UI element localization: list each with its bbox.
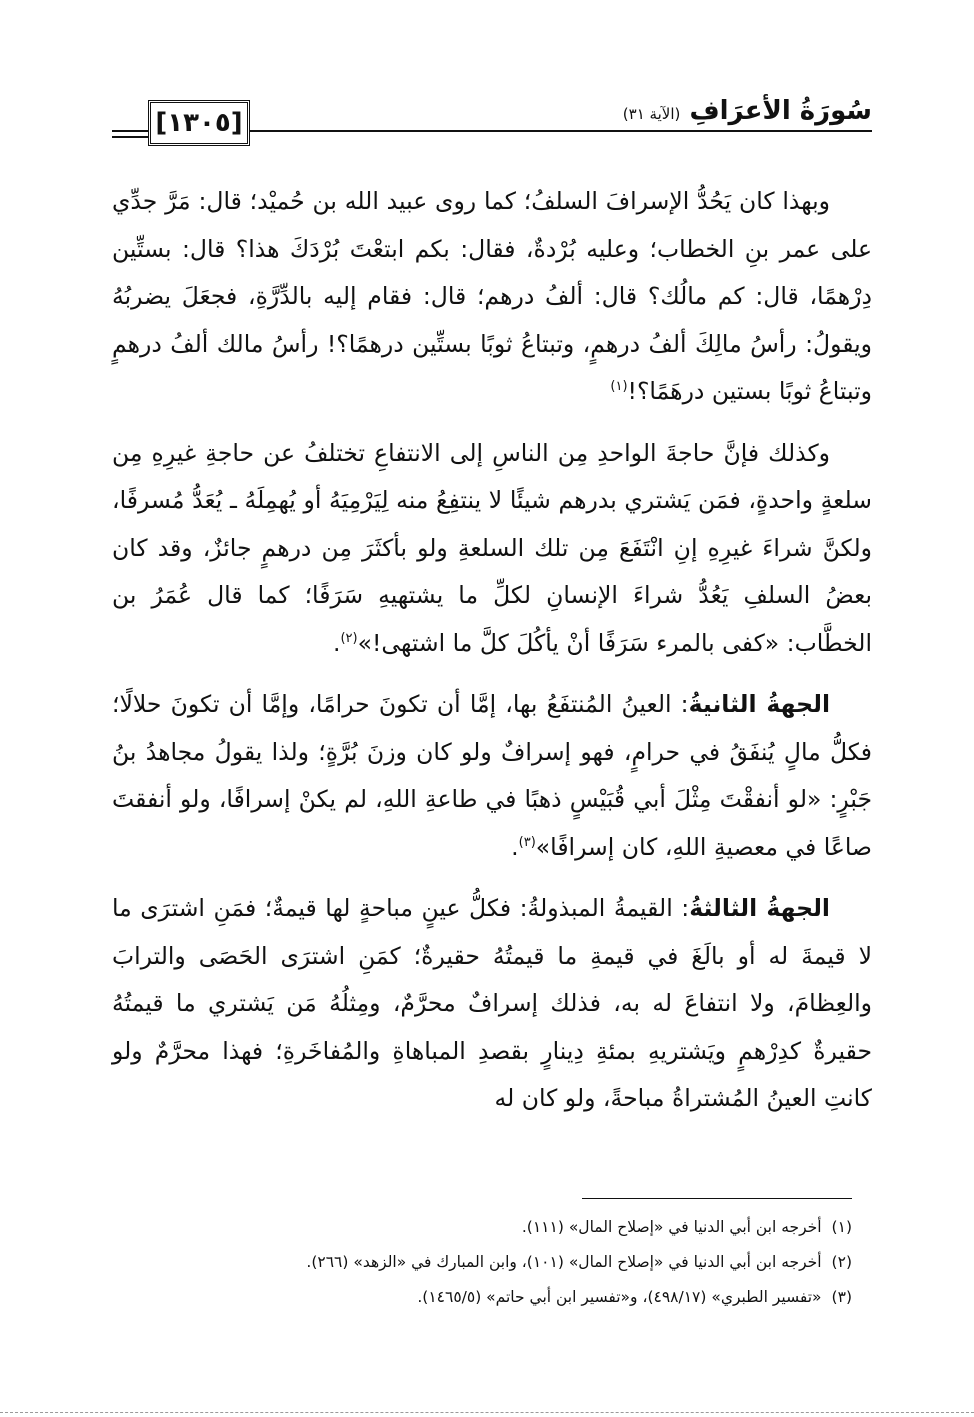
footnote-number: (٣) <box>831 1288 852 1306</box>
footnote-item <box>140 1210 852 1245</box>
surah-name: سُورَةُ الأعرَافِ <box>689 96 872 126</box>
footnote-ref: (٣) <box>518 834 536 850</box>
paragraph-text: وكذلك فإنَّ حاجةَ الواحدِ مِن الناسِ إلى الانتفاعِ تختلفُ عن حاجةِ غيرِهِ مِن سلعةٍ واحدةٍ، فمَن يَشتري بدرهم شيئًا لا ينتفِعُ منه لِيَرْمِيَهُ أو يُهمِلَهُ ـ يُعَدُّ مُسرفًا، ولكنَّ شراءَ غيرِهِ إنِ انْتَفَعَ مِن تلك السلعةِ ولو بأكثَرَ مِن درهمٍ جائزٌ، وقد كان بعضُ السلفِ يَعُدُّ شراءَ الإنسانِ لكلِّ ما يشتهيهِ سَرَفًا؛ كما قال عُمَرُ بن الخطَّاب: «كفى بالمرء سَرَفًا أنْ يأكُلَ كلَّ ما اشتهى!» <box>112 438 872 657</box>
footnote-text: أخرجه ابن أبي الدنيا في «إصلاح المال» (١١١). <box>521 1218 822 1236</box>
paragraph-1 <box>112 178 872 416</box>
paragraph-3 <box>112 681 872 871</box>
paragraph-4 <box>112 885 872 1123</box>
paragraph-2 <box>112 430 872 668</box>
footnote-number: (٢) <box>831 1253 852 1271</box>
footnote-ref: (١) <box>610 379 628 395</box>
main-text <box>112 178 872 1137</box>
section-label: الجهةُ الثانيةُ <box>688 690 830 718</box>
footnote-item <box>140 1245 852 1280</box>
paragraph-tail: . <box>511 832 519 861</box>
footnote-separator <box>582 1198 852 1199</box>
paragraph-text: : العينُ المُنتفَعُ بها، إمَّا أن تكونَ حرامًا، وإمَّا أن تكونَ حلالًا؛ فكلُّ مالٍ يُنفَقُ في حرامٍ، فهو إسرافٌ ولو كان وزنَ بُرَّةٍ؛ ولذا يقولُ مجاهدُ بنُ جَبْرٍ: «لو أنفقْتَ مِثْلَ أبي قُبَيْسٍ ذهبًا في طاعةِ اللهِ، لم يكنْ إسرافًا، ولو أنفقتَ صاعًا في معصيةِ اللهِ، كان إسرافًا» <box>112 690 872 861</box>
footnote-text: «تفسير الطبري» (٤٩٨/١٧)، و«تفسير ابن أبي حاتم» (١٤٦٥/٥). <box>417 1288 822 1306</box>
footnotes <box>140 1210 852 1315</box>
ayah-reference: (الآية ٣١) <box>622 105 681 123</box>
footnote-number: (١) <box>831 1218 852 1236</box>
paragraph-text: وبهذا كان يَحُدُّ الإسرافَ السلفُ؛ كما روى عبيد الله بن حُميْد؛ قال: مَرَّ جدِّي على عمر بنِ الخطاب؛ وعليه بُرْدةٌ، فقال: بكم ابتعْتَ بُرْدَكَ هذا؟ قال: بستِّين دِرْهمًا، قال: كم مالُك؟ قال: ألفُ درهم؛ قال: فقام إليه بالدِّرَّةِ، فجعَلَ يضربُهُ ويقولُ: رأسُ مالِكَ ألفُ درهمٍ، وتبتاعُ ثوبًا بستِّين درهمًا؟! رأسُ مالك ألفُ درهمٍ وتبتاعُ ثوبًا بستين درهَمًا؟! <box>112 187 872 405</box>
header-rule-short <box>112 136 148 138</box>
section-label: الجهةُ الثالثةُ <box>689 894 830 922</box>
footnote-item <box>140 1280 852 1315</box>
running-title <box>613 96 872 126</box>
footnote-text: أخرجه ابن أبي الدنيا في «إصلاح المال» (١٠١)، وابن المبارك في «الزهد» (٢٦٦). <box>306 1253 822 1271</box>
page-header <box>112 92 872 152</box>
paragraph-text: : القيمةُ المبذولةُ: فكلُّ عينٍ مباحةٍ لها قيمةٌ؛ فمَنِ اشترَى ما لا قيمةَ له أو بالَغَ في قيمةِ ما قيمتُهُ حقيرةٌ؛ كمَنِ اشترَى الحَصَى والترابَ والعِظامَ، ولا انتفاعَ له به، فذلك إسرافٌ محرَّمٌ، ومِثلُهُ مَن يَشتري ما قيمتُهُ حقيرةٌ كدِرْهمٍ ويَشتريهِ بمئةِ دِينارٍ بقصدِ المباهاةِ والمُفاخَرةِ؛ فهذا محرَّمٌ ولو كانتِ العينُ المُشتراةُ مباحةً، ولو كان له <box>112 894 872 1112</box>
footnote-ref: (٢) <box>340 630 358 646</box>
paragraph-tail: . <box>332 628 341 657</box>
page-bottom-edge <box>0 1412 974 1413</box>
page-number: [١٣٠٥] <box>148 100 250 146</box>
